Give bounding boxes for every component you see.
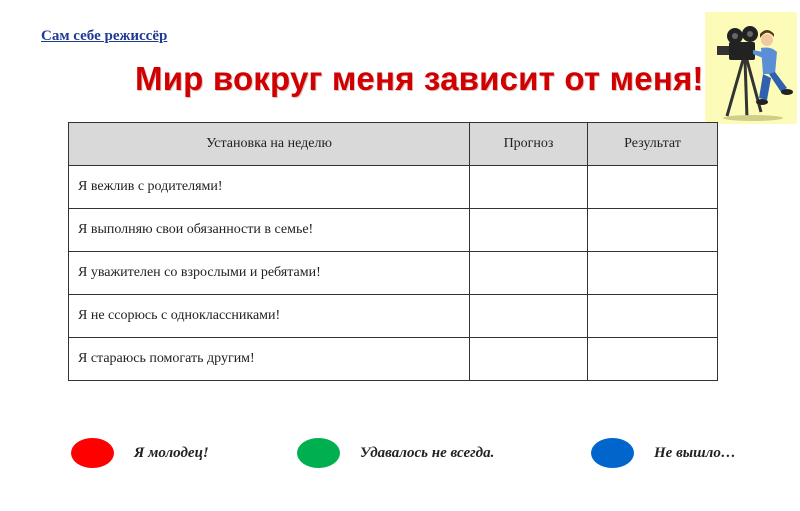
legend-item-partial <box>297 438 494 468</box>
green-dot-icon <box>297 438 340 468</box>
table-row <box>69 166 718 209</box>
row-label: Я выполняю свои обязанности в семье! <box>69 209 470 252</box>
result-cell[interactable] <box>588 338 718 381</box>
forecast-cell[interactable] <box>470 338 588 381</box>
table-row <box>69 295 718 338</box>
weekly-table-container <box>68 122 717 381</box>
result-cell[interactable] <box>588 166 718 209</box>
legend-item-success <box>71 438 209 468</box>
result-cell[interactable] <box>588 295 718 338</box>
row-label: Я не ссорюсь с одноклассниками! <box>69 295 470 338</box>
table-row <box>69 252 718 295</box>
red-dot-icon <box>71 438 114 468</box>
forecast-cell[interactable] <box>470 295 588 338</box>
result-cell[interactable] <box>588 209 718 252</box>
legend-label: Не вышло… <box>654 444 736 461</box>
page-title: Мир вокруг меня зависит от меня! <box>135 60 704 97</box>
table-row <box>69 209 718 252</box>
blue-dot-icon <box>591 438 634 468</box>
result-cell[interactable] <box>588 252 718 295</box>
column-header-result: Результат <box>588 123 718 166</box>
row-label: Я уважителен со взрослыми и ребятами! <box>69 252 470 295</box>
film-camera-operator-icon <box>705 12 797 124</box>
forecast-cell[interactable] <box>470 166 588 209</box>
row-label: Я вежлив с родителями! <box>69 166 470 209</box>
table-header-row <box>69 123 718 166</box>
legend-item-fail <box>591 438 736 468</box>
column-header-forecast: Прогноз <box>470 123 588 166</box>
row-label: Я стараюсь помогать другим! <box>69 338 470 381</box>
table-row <box>69 338 718 381</box>
column-header-setting: Установка на неделю <box>69 123 470 166</box>
forecast-cell[interactable] <box>470 209 588 252</box>
header-link[interactable]: Сам себе режиссёр <box>41 28 168 44</box>
weekly-table <box>68 122 718 381</box>
legend-label: Удавалось не всегда. <box>360 444 495 461</box>
forecast-cell[interactable] <box>470 252 588 295</box>
legend-label: Я молодец! <box>134 444 209 461</box>
